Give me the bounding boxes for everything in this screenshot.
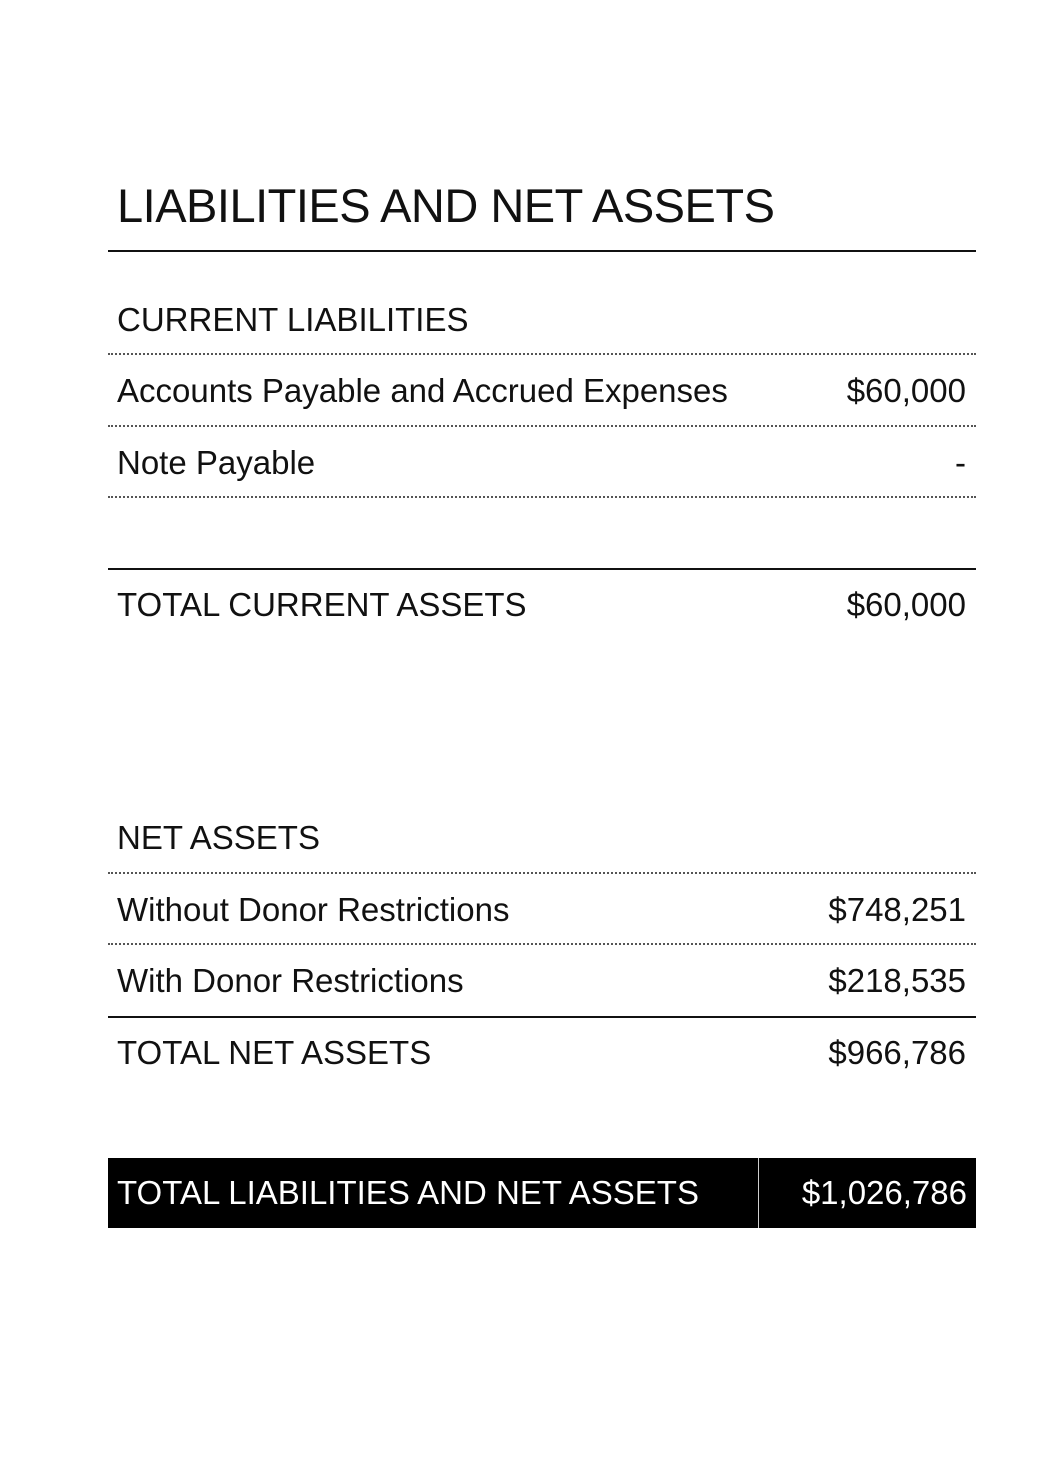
net-assets-heading: NET ASSETS: [117, 819, 320, 856]
row-label: With Donor Restrictions: [117, 962, 464, 999]
dotted-divider: [108, 496, 976, 498]
total-current-value: $60,000: [846, 586, 966, 623]
total-current-label: TOTAL CURRENT ASSETS: [117, 586, 527, 623]
grand-total-label: TOTAL LIABILITIES AND NET ASSETS: [117, 1174, 699, 1211]
page-title: LIABILITIES AND NET ASSETS: [117, 179, 775, 232]
total-rule: [108, 1016, 976, 1018]
total-net-assets-value: $966,786: [828, 1034, 966, 1071]
grand-total-value: $1,026,786: [801, 1174, 967, 1211]
grand-total-bar: [108, 1158, 976, 1228]
row-value: $748,251: [828, 891, 966, 928]
title-rule: [108, 250, 976, 252]
total-net-assets-label: TOTAL NET ASSETS: [117, 1034, 432, 1071]
row-value: $218,535: [828, 962, 966, 999]
row-label: Without Donor Restrictions: [117, 891, 510, 928]
row-label: Note Payable: [117, 444, 316, 481]
row-value: $60,000: [846, 372, 966, 409]
current-liabilities-heading: CURRENT LIABILITIES: [117, 301, 469, 338]
dotted-divider: [108, 425, 976, 427]
dotted-divider: [108, 872, 976, 874]
dotted-divider: [108, 353, 976, 355]
grand-total-divider: [758, 1158, 759, 1228]
dotted-divider: [108, 943, 976, 945]
row-value: -: [955, 444, 966, 481]
row-label: Accounts Payable and Accrued Expenses: [117, 372, 728, 409]
total-rule: [108, 568, 976, 570]
